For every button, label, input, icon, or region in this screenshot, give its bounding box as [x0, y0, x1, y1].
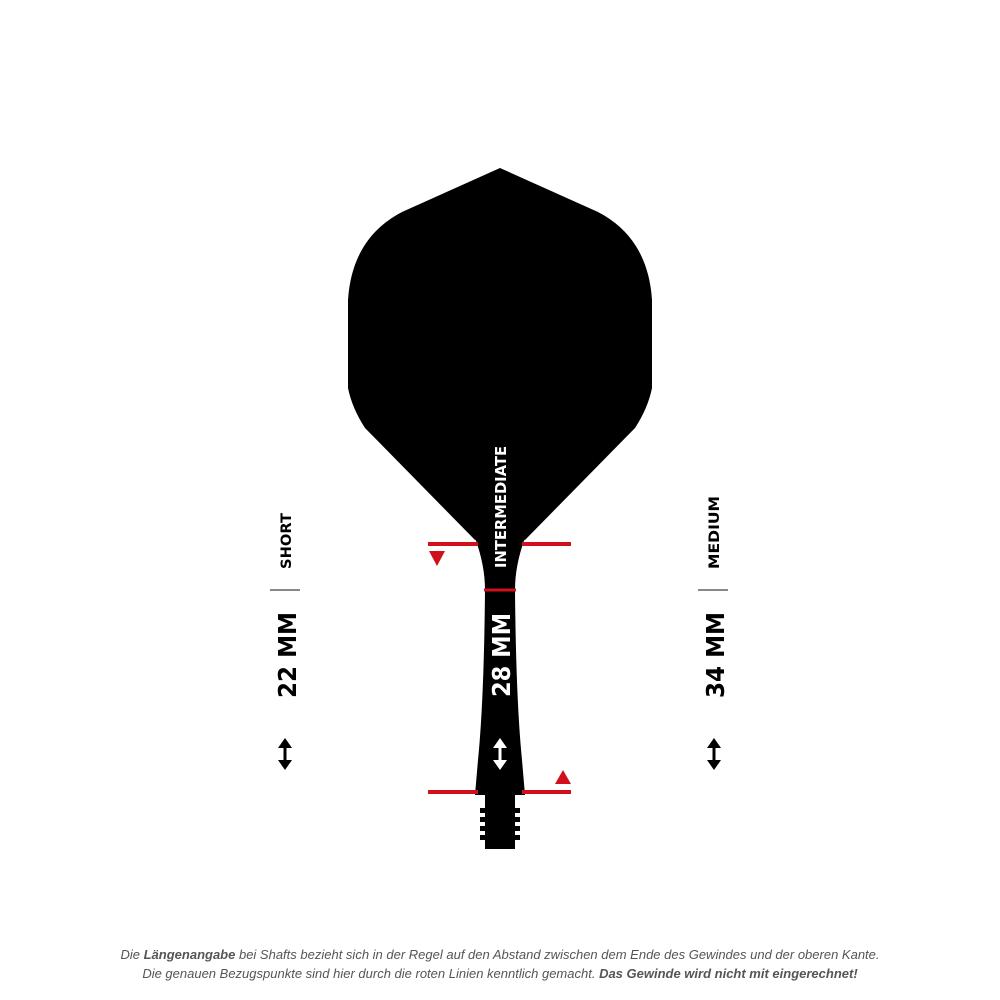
- intermediate-label: INTERMEDIATE: [492, 443, 510, 568]
- caption-text: Die genauen Bezugspunkte sind hier durch die roten Linien kenntlich gemacht.: [142, 966, 600, 981]
- top-reference-triangle-icon: [429, 551, 445, 566]
- short-arrow-icon: [278, 738, 292, 770]
- medium-length-label: 34 MM: [701, 604, 730, 698]
- medium-arrow-icon: [707, 738, 721, 770]
- short-length-label: 22 MM: [273, 604, 302, 698]
- shaft-thread: [480, 793, 520, 849]
- caption-text: bei Shafts bezieht sich in der Regel auf den Abstand zwischen dem Ende des Gewindes und der oberen Kante.: [235, 947, 880, 962]
- caption-text: Die: [120, 947, 144, 962]
- caption-emphasis: Das Gewinde wird nicht mit eingerechnet!: [599, 966, 858, 981]
- caption-emphasis: Längenangabe: [143, 947, 236, 962]
- intermediate-length-label: 28 MM: [487, 603, 516, 697]
- caption-line-2: [0, 964, 1000, 983]
- bottom-reference-triangle-icon: [555, 770, 571, 784]
- medium-label: MEDIUM: [707, 503, 723, 569]
- caption: [0, 945, 1000, 983]
- short-label: SHORT: [279, 515, 295, 569]
- caption-line-1: [0, 945, 1000, 964]
